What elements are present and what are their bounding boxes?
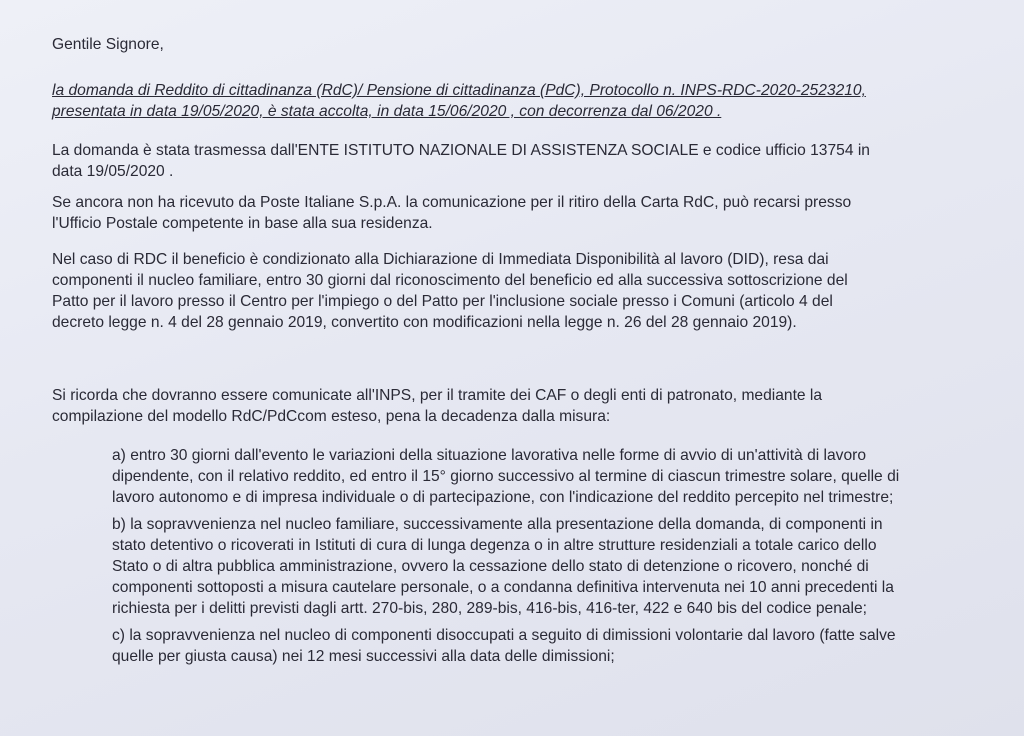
paragraph-rdc <box>52 249 994 333</box>
list-item-line: lavoro autonomo e di impresa individuale o di partecipazione, con l'indicazione del reddito percepito nel trimestre; <box>112 489 894 506</box>
paragraph-line: Patto per il lavoro presso il Centro per l'impiego o del Patto per l'inclusione sociale presso i Comuni (articolo 4 del <box>52 293 833 310</box>
paragraph-line: componenti il nucleo familiare, entro 30 giorni dal riconoscimento del beneficio ed alla successiva sottoscrizione del <box>52 272 848 289</box>
list-item-c <box>112 625 994 667</box>
list-item-a <box>112 445 994 508</box>
list-item-line: quelle per giusta causa) nei 12 mesi successivi alla data delle dimissioni; <box>112 648 615 665</box>
list-item-line: Stato o di altra pubblica amministrazione, ovvero la cessazione dello stato di detenzione o ricovero, nonché di <box>112 558 869 575</box>
list-item-line: stato detentivo o ricoverati in Istituti di cura di lunga degenza o in altre strutture residenziali a totale carico dello <box>112 537 877 554</box>
paragraph-line: La domanda è stata trasmessa dall'ENTE ISTITUTO NAZIONALE DI ASSISTENZA SOCIALE e codice ufficio 13754 in <box>52 142 870 159</box>
subject-block <box>52 80 994 122</box>
paragraph-ricorda <box>52 385 994 427</box>
paragraph-line: compilazione del modello RdC/PdCcom esteso, pena la decadenza dalla misura: <box>52 408 611 425</box>
subject-line: la domanda di Reddito di cittadinanza (RdC)/ Pensione di cittadinanza (PdC), Protocollo n. INPS-RDC-2020-2523210, <box>52 82 866 99</box>
paragraph-line: Se ancora non ha ricevuto da Poste Italiane S.p.A. la comunicazione per il ritiro della Carta RdC, può recarsi presso <box>52 194 852 211</box>
paragraph-line: Si ricorda che dovranno essere comunicate all'INPS, per il tramite dei CAF o degli enti di patronato, mediante la <box>52 387 823 404</box>
list-item-line: componenti sottoposti a misura cautelare personale, o a condanna definitiva intervenuta nei 10 anni precedenti la <box>112 579 894 596</box>
requirements-list <box>52 445 994 667</box>
list-item-line: b) la sopravvenienza nel nucleo familiare, successivamente alla presentazione della domanda, di componenti in <box>112 516 883 533</box>
greeting: Gentile Signore, <box>52 36 164 53</box>
list-item-line: richiesta per i delitti previsti dagli artt. 270-bis, 280, 289-bis, 416-bis, 416-ter, 422 e 640 bis del codice penale; <box>112 600 868 617</box>
paragraph-poste <box>52 192 994 234</box>
paragraph-line: Nel caso di RDC il beneficio è condizionato alla Dichiarazione di Immediata Disponibilità al lavoro (DID), resa dai <box>52 251 829 268</box>
list-item-b <box>112 514 994 619</box>
subject-line: presentata in data 19/05/2020, è stata accolta, in data 15/06/2020 , con decorrenza dal 06/2020 . <box>52 103 722 120</box>
paragraph-line: decreto legge n. 4 del 28 gennaio 2019, convertito con modificazioni nella legge n. 26 del 28 gennaio 2019). <box>52 314 797 331</box>
list-item-line: a) entro 30 giorni dall'evento le variazioni della situazione lavorativa nelle forme di avvio di un'attività di lavoro <box>112 447 867 464</box>
paragraph-line: data 19/05/2020 . <box>52 163 174 180</box>
list-item-line: dipendente, con il relativo reddito, ed entro il 15° giorno successivo al termine di ciascun trimestre solare, quelle di <box>112 468 900 485</box>
paragraph-trasmessa <box>52 140 994 182</box>
paragraph-line: l'Ufficio Postale competente in base alla sua residenza. <box>52 215 433 232</box>
list-item-line: c) la sopravvenienza nel nucleo di componenti disoccupati a seguito di dimissioni volontarie dal lavoro (fatte salve <box>112 627 896 644</box>
